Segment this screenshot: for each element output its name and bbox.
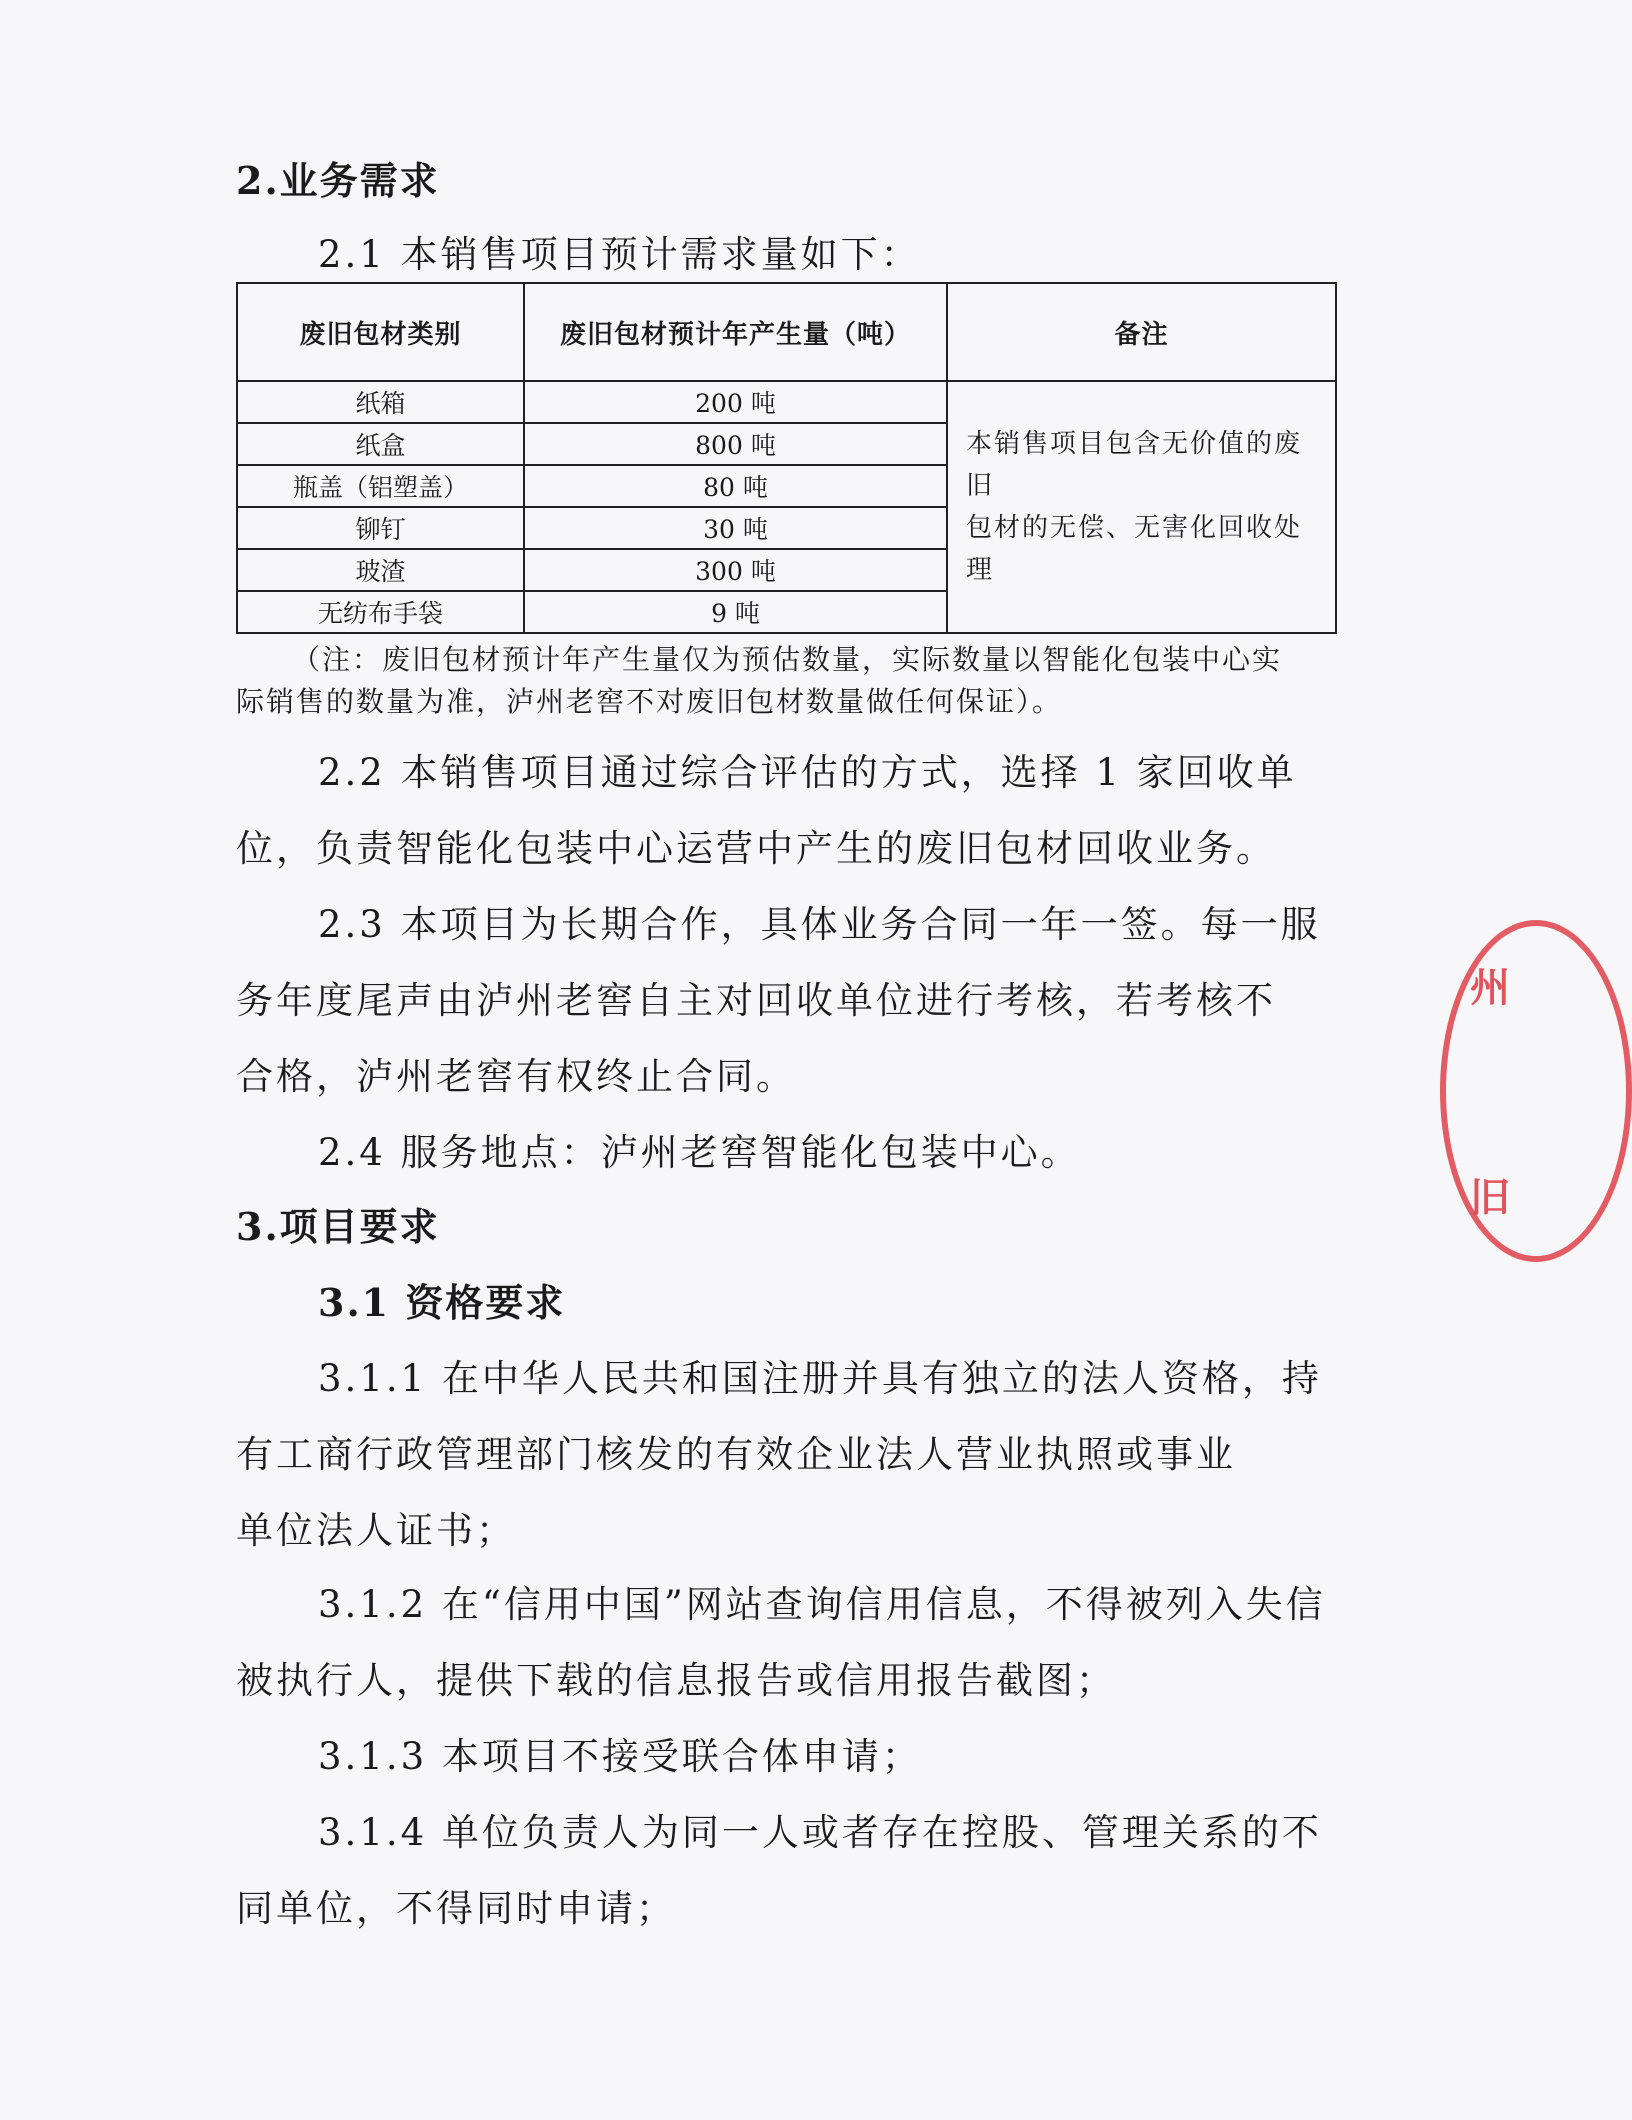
table-row bbox=[237, 381, 1336, 423]
paragraph-3-1-1-line-2: 有工商行政管理部门核发的有效企业法人营业执照或事业 bbox=[236, 1433, 1236, 1476]
subsection-3-1-heading: 3.1 资格要求 bbox=[318, 1280, 566, 1325]
table-note-line-2: 际销售的数量为准，泸州老窖不对废旧包材数量做任何保证）。 bbox=[236, 685, 1063, 718]
row-amount: 9 吨 bbox=[524, 591, 947, 633]
row-category: 纸箱 bbox=[237, 381, 524, 423]
row-amount: 200 吨 bbox=[524, 381, 947, 423]
table-header-row bbox=[237, 283, 1336, 381]
paragraph-3-1-2-line-2: 被执行人，提供下载的信息报告或信用报告截图； bbox=[236, 1659, 1116, 1702]
paragraph-3-1-2-line-1: 3.1.2 在“信用中国”网站查询信用信息，不得被列入失信 bbox=[318, 1583, 1326, 1626]
row-category: 瓶盖（铝塑盖） bbox=[237, 465, 524, 507]
remark-cell bbox=[947, 381, 1336, 633]
paragraph-2-4: 2.4 服务地点：泸州老窖智能化包装中心。 bbox=[318, 1131, 1081, 1174]
paragraph-3-1-3: 3.1.3 本项目不接受联合体申请； bbox=[318, 1735, 922, 1778]
paragraph-2-3-line-3: 合格，泸州老窖有权终止合同。 bbox=[236, 1055, 796, 1098]
row-amount: 30 吨 bbox=[524, 507, 947, 549]
row-category: 铆钉 bbox=[237, 507, 524, 549]
section-3-heading: 3.项目要求 bbox=[236, 1204, 440, 1249]
row-category: 玻渣 bbox=[237, 549, 524, 591]
paragraph-3-1-1-line-1: 3.1.1 在中华人民共和国注册并具有独立的法人资格，持 bbox=[318, 1357, 1322, 1400]
demand-table bbox=[236, 282, 1337, 634]
seal-stamp-icon bbox=[1440, 920, 1632, 1262]
row-category: 纸盒 bbox=[237, 423, 524, 465]
paragraph-3-1-4-line-1: 3.1.4 单位负责人为同一人或者存在控股、管理关系的不 bbox=[318, 1811, 1322, 1854]
table-note-line-1: （注：废旧包材预计年产生量仅为预估数量，实际数量以智能化包装中心实 bbox=[292, 643, 1283, 676]
row-category: 无纺布手袋 bbox=[237, 591, 524, 633]
header-category: 废旧包材类别 bbox=[237, 283, 524, 381]
paragraph-3-1-1-line-3: 单位法人证书； bbox=[236, 1509, 516, 1552]
paragraph-2-1: 2.1 本销售项目预计需求量如下： bbox=[318, 233, 921, 276]
section-2-heading: 2.业务需求 bbox=[236, 158, 440, 203]
row-amount: 800 吨 bbox=[524, 423, 947, 465]
paragraph-2-2-line-1: 2.2 本销售项目通过综合评估的方式，选择 1 家回收单 bbox=[318, 751, 1297, 794]
paragraph-3-1-4-line-2: 同单位，不得同时申请； bbox=[236, 1887, 676, 1930]
header-amount: 废旧包材预计年产生量（吨） bbox=[524, 283, 947, 381]
paragraph-2-3-line-1: 2.3 本项目为长期合作，具体业务合同一年一签。每一服 bbox=[318, 903, 1321, 946]
remark-line: 本销售项目包含无价值的废旧 bbox=[966, 429, 1303, 501]
remark-line: 包材的无偿、无害化回收处理 bbox=[966, 513, 1303, 585]
header-remark: 备注 bbox=[947, 283, 1336, 381]
paragraph-2-3-line-2: 务年度尾声由泸州老窖自主对回收单位进行考核，若考核不 bbox=[236, 979, 1276, 1022]
stamp-char: 州 bbox=[1470, 965, 1510, 1011]
row-amount: 80 吨 bbox=[524, 465, 947, 507]
paragraph-2-2-line-2: 位，负责智能化包装中心运营中产生的废旧包材回收业务。 bbox=[236, 827, 1276, 870]
stamp-char: 旧 bbox=[1470, 1175, 1510, 1221]
row-amount: 300 吨 bbox=[524, 549, 947, 591]
